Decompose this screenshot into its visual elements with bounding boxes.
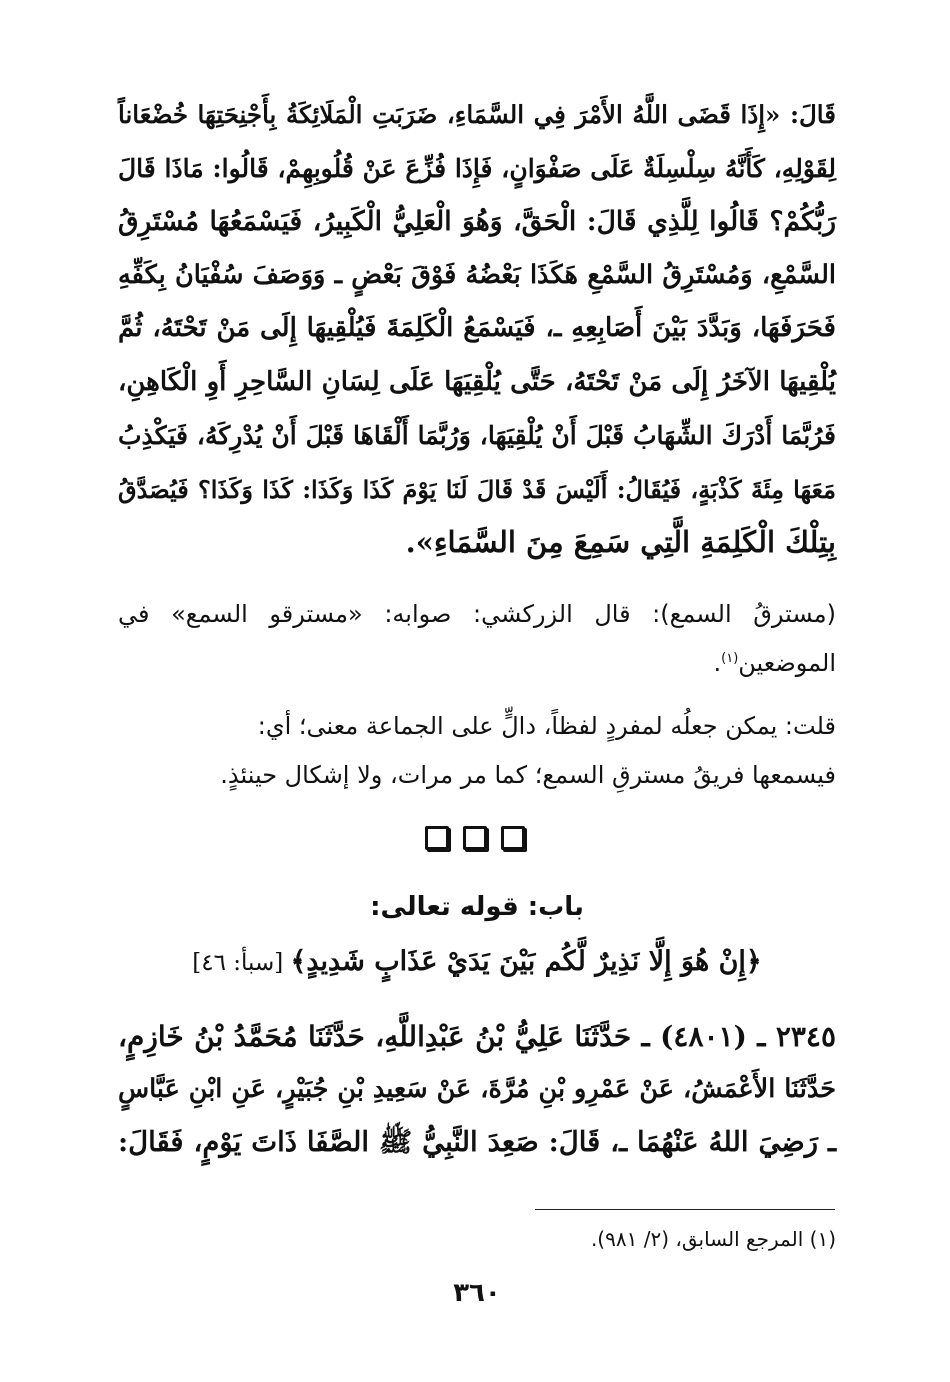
- hadith-line: حَدَّثَنَا الأَعْمَشُ، عَنْ عَمْرِو بْنِ مُرَّةَ، عَنْ سَعِيدِ بْنِ جُبَيْرٍ، عَنِ ابْنِ عَبَّاسٍ: [118, 1074, 836, 1104]
- hadith-line: يُلْقِيهَا الآخَرُ إِلَى مَنْ تَحْتَهُ، حَتَّى يُلْقِيَهَا عَلَى لِسَانِ السَّاحِرِ أَوِ الْكَاهِنِ،: [118, 366, 836, 397]
- commentary-end: .: [713, 648, 722, 677]
- hadith-line: رَبُّكُمْ؟ قَالُوا لِلَّذِي قَالَ: الْحَقَّ، وَهُوَ الْعَلِيُّ الْكَبِيرُ، فَيَسْمَعُهَا مُسْتَرِقُ: [118, 206, 836, 237]
- footnote: (١) المرجع السابق، (٢/ ٩٨١).: [590, 1227, 836, 1251]
- page-number: ٣٦٠: [453, 1278, 501, 1308]
- hadith-new: [118, 1010, 836, 1169]
- square-ornament-icon: [463, 826, 487, 850]
- footnote-reference[interactable]: (١): [721, 650, 739, 666]
- note-line: قلت: يمكن جعلُه لمفردٍ لفظاً، دالٍّ على الجماعة معنى؛ أي:: [257, 711, 836, 740]
- quran-verse: ﴿إِنْ هُوَ إِلَّا نَذِيرٌ لَّكُم بَيْنَ يَدَيْ عَذَابٍ شَدِيدٍ﴾: [290, 946, 762, 977]
- hadith-line: قَالَ: «إِذَا قَضَى اللَّهُ الأَمْرَ فِي السَّمَاءِ، ضَرَبَتِ الْمَلَائِكَةُ بِأَجْنِحَتِهَا خُضْعَاناً: [118, 100, 836, 129]
- section-separator: [425, 826, 525, 852]
- hadith-line: مَعَهَا مِئَةَ كَذْبَةٍ، فَيُقَالُ: أَلَيْسَ قَدْ قَالَ لَنَا يَوْمَ كَذَا وَكَذَا: كَذَا وَكَذَا؟ فَيُصَدَّقُ: [118, 474, 836, 504]
- hadith-line: السَّمْعِ، وَمُسْتَرِقُ السَّمْعِ هَكَذَا بَعْضُهُ فَوْقَ بَعْضٍ ـ وَوَصَفَ سُفْيَانُ بِكَفِّهِ: [118, 259, 836, 290]
- commentary-line-last: [118, 639, 836, 688]
- commentary-text: الموضعين: [738, 648, 836, 677]
- note-line: فيسمعها فريقُ مسترقِ السمع؛ كما مر مرات، ولا إشكال حينئذٍ.: [220, 760, 836, 789]
- hadith-line: ـ رَضِيَ اللهُ عَنْهُمَا ـ، قَالَ: صَعِدَ النَّبِيُّ ﷺ الصَّفَا ذَاتَ يَوْمٍ، فَقَالَ:: [118, 1126, 836, 1158]
- hadith-line: لِقَوْلِهِ، كَأَنَّهُ سِلْسِلَةٌ عَلَى صَفْوَانٍ، فَإِذَا فُزِّعَ عَنْ قُلُوبِهِمْ، قَالُوا: مَاذَا قَالَ: [118, 153, 836, 183]
- page-body: [118, 88, 836, 800]
- note-paragraph: [118, 702, 836, 800]
- commentary-paragraph: [118, 590, 836, 688]
- hadith-line: فَحَرَفَهَا، وَبَدَّدَ بَيْنَ أَصَابِعِهِ ـ، فَيَسْمَعُ الْكَلِمَةَ فَيُلْقِيهَا إِلَى مَنْ تَحْتَهُ، ثُمَّ: [118, 313, 836, 343]
- square-ornament-icon: [425, 826, 449, 850]
- hadith-line: ٢٣٤٥ ـ (٤٨٠١) ـ حَدَّثَنَا عَلِيُّ بْنُ عَبْدِاللَّهِ، حَدَّثَنَا مُحَمَّدُ بْنُ خَازِمٍ،: [118, 1020, 836, 1053]
- verse-reference: [سبأ: ٤٦]: [192, 950, 284, 976]
- chapter-verse: [118, 946, 836, 977]
- footnote-divider: [535, 1209, 835, 1210]
- chapter-title: باب: قوله تعالى:: [370, 892, 584, 922]
- commentary-line: (مسترقُ السمع): قال الزركشي: صوابه: «مسترقو السمع» في: [118, 599, 836, 628]
- square-ornament-icon: [501, 826, 525, 850]
- hadith-line: فَرُبَّمَا أَدْرَكَ الشِّهَابُ قَبْلَ أَنْ يُلْقِيَهَا، وَرُبَّمَا أَلْقَاهَا قَبْلَ أَنْ يُدْرِكَهُ، فَيَكْذِبُ: [118, 421, 836, 450]
- hadith-continuation: [118, 88, 836, 570]
- hadith-line: بِتِلْكَ الْكَلِمَةِ الَّتِي سَمِعَ مِنَ السَّمَاءِ».: [405, 525, 836, 559]
